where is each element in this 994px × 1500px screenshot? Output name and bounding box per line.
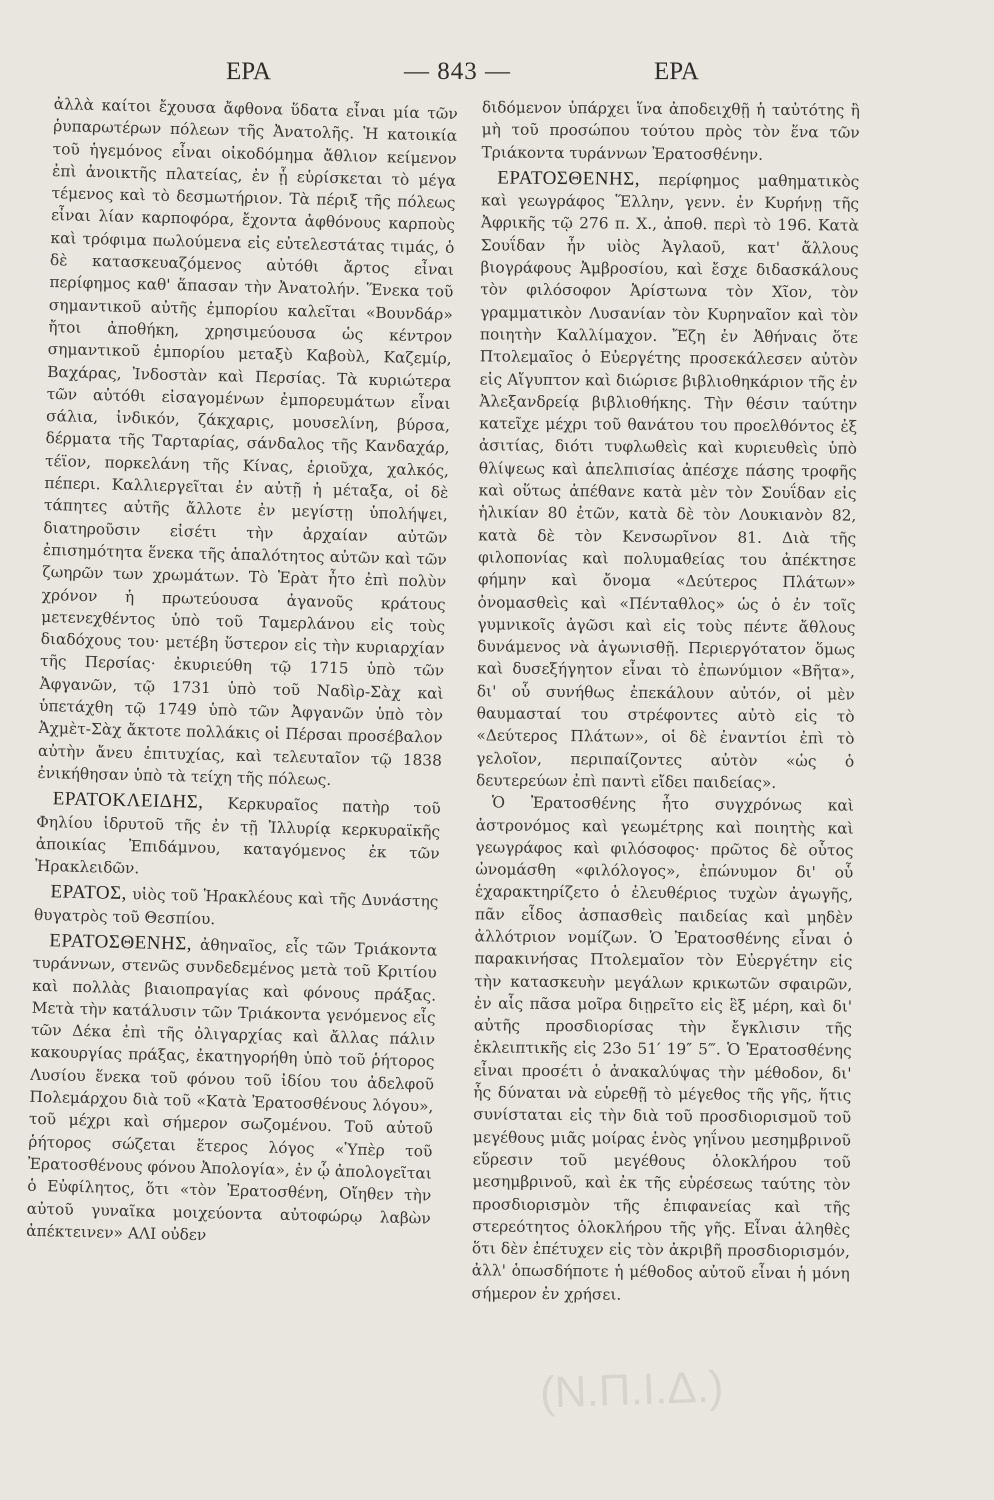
left-column [20, 93, 457, 1477]
running-head-right: ΕΡΑ [654, 58, 699, 85]
right-column [470, 96, 860, 1474]
paragraph-herat: ἀλλὰ καίτοι ἔχουσα ἄφθονα ὕδατα εἶναι μία τῶν ῥυπαρωτέρων πόλεων τῆς Ἀνατολῆς. Ἡ κατοικία τοῦ ἡγεμόνος εἶναι οἰκοδόμημα ἄθλιον κείμενον ἐπὶ ἀνοικτῆς πλατείας, ἐν ᾗ εὑρίσκεται τὸ μέγα τέμενος καὶ τὸ δεσμωτήριον. Τὰ πέριξ τῆς πόλεως εἶναι λίαν καρποφόρα, ἔχοντα ἀφθόνους καρποὺς καὶ τρόφιμα πωλούμενα εἰς εὐτελεστάτας τιμάς, ὁ δὲ κατασκευαζόμενος αὐτόθι ἄρτος εἶναι περίφημος καθ' ἅπασαν τὴν Ἀνατολήν. Ἕνεκα τοῦ σημαντικοῦ αὐτῆς ἐμπορίου καλεῖται «Βουνδάρ» ἤτοι ἀποθήκη, χρησιμεύουσα ὡς κέντρον σημαντικοῦ ἐμπορίου μεταξὺ Καβοὺλ, Καζεμίρ, Βαχάρας, Ἰνδοστὰν καὶ Περσίας. Τὰ κυριώτερα τῶν αὐτόθι εἰσαγομένων ἐμπορευμάτων εἶναι σάλια, ἰνδικόν, ζάκχαρις, μουσελίνη, βύρσα, δέρματα τῆς Ταρταρίας, σάνδαλος τῆς Κανδαχάρ, τέϊον, πορκελάνη τῆς Κίνας, ἐριοῦχα, χαλκός, πέπερι. Καλλιεργεῖται ἐν αὐτῇ ἡ μέταξα, οἱ δὲ τάπητες αὐτῆς ἄλλοτε ἐν μεγίστῃ ὑπολήψει, διατηροῦσιν εἰσέτι τὴν ἀρχαίαν αὐτῶν ἐπισημότητα ἕνεκα τῆς ἁπαλότητος αὐτῶν καὶ τῶν ζωηρῶν των χρωμάτων. Τὸ Ἑρὰτ ἦτο ἐπὶ πολὺν χρόνον ἡ πρωτεύουσα ἀγανοῦς κράτους μετενεχθέντος ὑπὸ τοῦ Ταμερλάνου εἰς τοὺς διαδόχους του· μετέβη ὕστερον εἰς τὴν κυριαρχίαν τῆς Περσίας· ἐκυριεύθη τῷ 1715 ὑπὸ τῶν Ἀφγανῶν, τῷ 1731 ὑπὸ τοῦ Ναδὶρ-Σὰχ καὶ ὑπετάχθη τῷ 1749 ὑπὸ τῶν Ἀφγανῶν ὑπὸ τὸν Ἀχμὲτ-Σὰχ ἄκτοτε πολλάκις οἱ Πέρσαι προσέβαλον αὐτὴν ἄνευ ἐπιτυχίας, καὶ τελευταῖον τῷ 1838 ἐνικήθησαν ὑπὸ τὰ τείχη τῆς πόλεως. [37, 95, 458, 789]
entry-text: περίφημος μαθηματικὸς καὶ γεωγράφος Ἕλλην, γενν. ἐν Κυρήνῃ τῆς Ἀφρικῆς τῷ 276 π. Χ., ἀποθ. περὶ τὸ 196. Κατὰ Σουΐδαν ἦν υἱὸς Ἀγλαοῦ, κατ' ἄλλους βιογράφους Ἀμβροσίου, καὶ ἔσχε διδασκάλους τὸν φιλόσοφον Ἀρίστωνα τὸν Χῖον, τὸν γραμματικὸν Λυσανίαν τὸν Κυρηναῖον καὶ τὸν ποιητὴν Καλλίμαχον. Ἔζη ἐν Ἀθήναις ὅτε Πτολεμαῖος ὁ Εὐεργέτης προσεκάλεσεν αὐτὸν εἰς Αἴγυπτον καὶ διώρισε βιβλιοθηκάριον τῆς ἐν Ἀλεξανδρείᾳ βιβλιοθήκης. Τὴν θέσιν ταύτην κατεῖχε μέχρι τοῦ θανάτου του προελθόντος ἐξ ἀσιτίας, διότι τυφλωθεὶς καὶ κυριευθεὶς ὑπὸ θλίψεως καὶ ἀπελπισίας ἀπέσχε πάσης τροφῆς καὶ οὕτως ἀπέθανε κατὰ μὲν τὸν Σουΐδαν εἰς ἡλικίαν 80 ἐτῶν, κατὰ δὲ τὸν Λουκιανὸν 82, κατὰ δὲ τὸν Κενσωρῖνον 81. Διὰ τῆς φιλοπονίας καὶ πολυμαθείας του ἀπέκτησε φήμην καὶ ὄνομα «Δεύτερος Πλάτων» ὀνομασθεὶς καὶ «Πένταθλος» ὡς ὁ ἐν τοῖς γυμνικοῖς ἀγῶσι καὶ εἰς τοὺς πέντε ἄθλους δυνάμενος νὰ ἀγωνισθῇ. Περιεργότατον ὅμως καὶ δυσεξήγητον εἶναι τὸ ἐπωνύμιον «Βῆτα», δι' οὗ συνήθως ἐπεκάλουν αὐτόν, οἱ μὲν θαυμασταί του στρέφοντες αὐτὸ εἰς τὸ «Δεύτερος Πλάτων», οἱ δὲ ἐναντίοι ἐπὶ τὸ γελοῖον, περιπαίζοντες αὐτὸν «ὡς ὁ δευτερεύων ἐπὶ παντὶ εἴδει παιδείας». [475, 170, 860, 792]
entry-eratokleides [35, 788, 441, 887]
running-head-left: ΕΡΑ [226, 58, 271, 85]
page-number: — 843 — [404, 58, 511, 85]
entry-headword: ΕΡΑΤΟΣΘΕΝΗΣ, [49, 930, 193, 955]
entry-headword: ΕΡΑΤΟΚΛΕΙΔΗΣ, [52, 788, 204, 814]
entry-text: Κερκυραῖος πατὴρ τοῦ Φηλίου ἱδρυτοῦ τῆς ἐν τῇ Ἰλλυρίᾳ κερκυραϊκῆς ἀποικίας Ἐπιδάμνου, καταγόμενος ἐκ τῶν Ἡρακλειδῶν. [34, 794, 441, 878]
library-watermark: (Ν.Π.Ι.Δ.) [539, 1362, 725, 1418]
entry-eratosthenes-mathematician [476, 167, 859, 795]
paragraph-eratosthenes-works: Ὁ Ἐρατοσθένης ἦτο συγχρόνως καὶ ἀστρονόμος καὶ γεωμέτρης καὶ ποιητὴς καὶ γεωγράφος καὶ φιλόσοφος· πρῶτος δὲ οὗτος ὠνομάσθη «φιλόλογος», ἐπώνυμον δι' οὗ ἐχαρακτηρίζετο ὁ ἐλευθέριος τυχὼν ἀγωγῆς, πᾶν εἶδος ἀσπασθεὶς παιδείας καὶ μηδὲν ἀλλότριον νομίζων. Ὁ Ἐρατοσθένης εἶναι ὁ παρακινήσας Πτολεμαῖον τὸν Εὐεργέτην εἰς τὴν κατασκευὴν μεγάλων κρικωτῶν σφαιρῶν, ἐν αἷς πᾶσα μοῖρα διῃρεῖτο εἰς ἓξ μέρη, καὶ δι' αὐτῆς προσδιορίσας τὴν ἔγκλισιν τῆς ἐκλειπτικῆς εἰς 23ο 51′ 19″ 5‴. Ὁ Ἐρατοσθένης εἶναι προσέτι ὁ ἀνακαλύψας τὴν μέθοδον, δι' ἧς δύναται νὰ εὑρεθῇ τὸ μέγεθος τῆς γῆς, ἥτις συνίσταται εἰς τὴν διὰ τοῦ προσδιορισμοῦ τοῦ μεγέθους μιᾶς μοίρας ἑνὸς γηΐνου μεσημβρινοῦ εὕρεσιν τοῦ μεγέθους ὁλοκλήρου τοῦ μεσημβρινοῦ, καὶ ἐκ τῆς εὑρέσεως ταύτης τὸν προσδιορισμὸν τῆς ἐπιφανείας καὶ τῆς στερεότητος ὁλοκλήρου τῆς γῆς. Εἶναι ἀληθὲς ὅτι δὲν ἐπέτυχεν εἰς τὸν ἀκριβῆ προσδιορισμόν, ἀλλ' ὁπωσδήποτε ἡ μέθοδος αὐτοῦ εἶναι ἡ μόνη σήμερον ἐν χρήσει. [471, 793, 854, 1304]
entry-text: υἱὸς τοῦ Ἡρακλέους καὶ τῆς Δυνάστης θυγατρὸς τοῦ Θεσπίου. [33, 885, 439, 928]
entry-headword: ΕΡΑΤΟΣ, [50, 881, 128, 905]
entry-text: ἀθηναῖος, εἷς τῶν Τριάκοντα τυράννων, στενῶς συνδεδεμένος μετὰ τοῦ Κριτίου καὶ πολλὰς βιαιοπραγίας καὶ φόνους πράξας. Μετὰ τὴν κατάλυσιν τῶν Τριάκοντα γενόμενος εἷς τῶν Δέκα ἐπὶ τῆς ὀλιγαρχίας καὶ ἄλλας πάλιν κακουργίας πράξας, ἐκατηγορήθη ὑπὸ τοῦ ῥήτορος Λυσίου ἕνεκα τοῦ φόνου τοῦ ἰδίου του ἀδελφοῦ Πολεμάρχου διὰ τοῦ «Κατὰ Ἐρατοσθένους λόγου», τοῦ μέχρι καὶ σήμερον σωζομένου. Τοῦ αὐτοῦ ῥήτορος σώζεται ἕτερος λόγος «Ὑπὲρ τοῦ Ἐρατοσθένους φόνου Ἀπολογία», ἐν ᾧ ἀπολογεῖται ὁ Εὐφίλητος, ὅτι «τὸν Ἐρατοσθένη, Οἴηθεν τὴν αὐτοῦ γυναῖκα μοιχεύοντα αὐτοφώρῳ λαβὼν ἀπέκτεινεν» ΑΛΙ οὐδεν [26, 935, 438, 1244]
entry-eratosthenes-athenian [26, 930, 438, 1252]
paragraph-continuation: διδόμενον ὑπάρχει ἵνα ἀποδειχθῇ ἡ ταὐτότης ἢ μὴ τοῦ προσώπου τούτου πρὸς τὸν ἕνα τῶν Τριάκοντα τυράννων Ἐρατοσθένην. [481, 98, 860, 164]
entry-headword: ΕΡΑΤΟΣΘΕΝΗΣ, [497, 167, 641, 190]
page-header [0, 58, 994, 98]
entry-eratos [34, 881, 439, 935]
